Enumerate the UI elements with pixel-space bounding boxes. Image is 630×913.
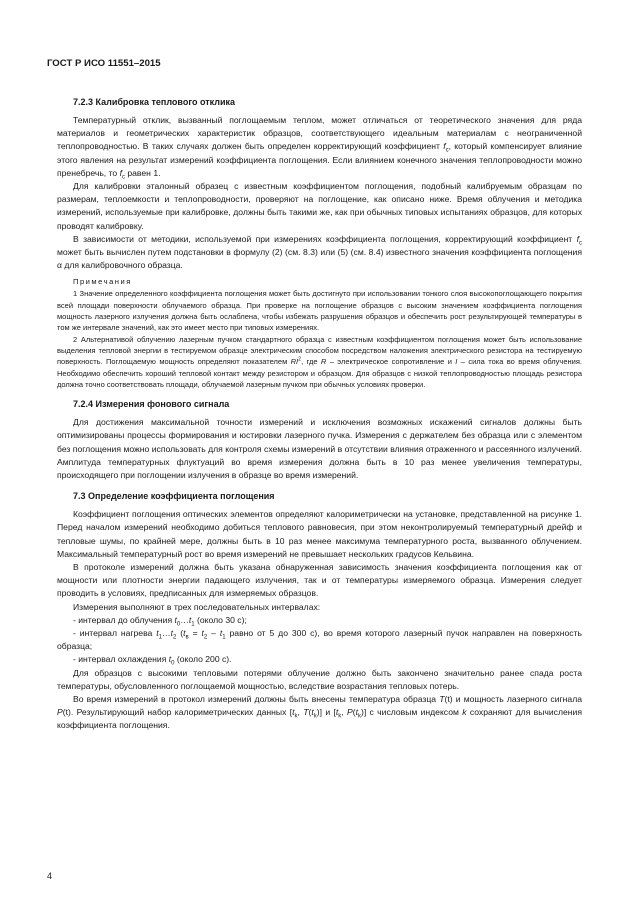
paragraph-absorption-3: Измерения выполняют в трех последовательных интервалах: [73,601,321,612]
note-1: 1 Значение определенного коэффициента поглощения может быть достигнуто при использовании тонкого слоя высокопоглощающего покрытия всей площади поверхности облучаемого образца. При проверке на поглощение образцов с высоким значением коэффициента поглощения мощность лазерного излучения должна быть ослаблена, чтобы избежать разрушения образцов и обеспечить рост результирующей температуры в том же интервале значений, как это имеет место при типовых измерениях. [57,289,582,333]
heading-7-2-3: 7.2.3 Калибровка теплового отклика [73,97,236,107]
standard-header: ГОСТ Р ИСО 11551–2015 [47,58,161,69]
page-number: 4 [47,871,53,881]
note-2: 2 Альтернативой облучению лазерным пучком стандартного образца с известным коэффициентом поглощения может быть использование выделения тепловой энергии в тестируемом образце электрическим способом посредством наложения электрического резистора на тестируемую поверхность. Поглощаемую мощность определяют показателем $RI^2$, где R – электрическое сопротивление и I – сила тока во время облучения. Необходимо обеспечить хороший тепловой контакт между резистором и образцом. Для образцов с низкой теплопроводностью площадь резистора должна точно соответствовать площади, облучаемой лазерным пучком при обычных условиях проверки. [57,334,582,389]
notes-title: Примечания [73,277,132,287]
paragraph-calibration-2: Для калибровки эталонный образец с известным коэффициентом поглощения, подобный калибруемым образцам по размерам, теплоемкости и теплопроводности, проверяют на поглощение, как описано ниже. Время облучения и методика измерений, используемые при калибровке, должны быть такими же, как при обычных типовых испытаниях образцов, для которых проводят калибровку. [57,181,582,231]
paragraph-absorption-5: Во время измерений в протокол измерений должны быть внесены температура образца T(t) и мощность лазерного сигнала P(t). Результирующий набор калориметрических данных [$t_k$, $T(t_k)$] и [$t_k$, $P(t_k)$] с числовым индексом k сохраняют для вычисления коэффициента поглощения. [57,693,582,731]
paragraph-absorption-2: В протоколе измерений должна быть указана обнаруженная зависимость значения коэффициента поглощения как от мощности или плотности энергии падающего излучения, так и от температуры измеряемого образца. Измерения следует проводить в условиях, предписанных для измеряемых образцов. [57,561,582,599]
paragraph-background-1: Для достижения максимальной точности измерений и исключения возможных искажений сигналов должны быть оптимизированы процессы формирования и юстировки лазерного пучка. Измерения с держателем без образца или с элементом без поглощения можно использовать для контроля схемы измерений в отсутствии влияния отраженного и рассеянного излучений. Амплитуда температурных флуктуаций во время измерения должна быть в 10 раз менее увеличения температуры, происходящего при поглощении излучения в образце во время измерений. [57,417,582,480]
list-item-pre-irradiation: - интервал до облучения $t_0\dots t_1$ (около 30 с); [73,614,247,628]
heading-7-3: 7.3 Определение коэффициента поглощения [73,491,275,502]
paragraph-calibration-3: В зависимости от методики, используемой при измерениях коэффициента поглощения, корректирующий коэффициент $f_c$ может быть вычислен путем подстановки в формулу (2) (см. 8.3) или (5) (см. 8.4) известного значения коэффициента поглощения α для калибровочного образца. [57,233,582,271]
paragraph-calibration-1: Температурный отклик, вызванный поглощаемым теплом, может отличаться от теоретического значения для ряда материалов и геометрических характеристик образцов, соответствующего идеальным материалам с неограниченной теплопроводностью. В таких случаях должен быть определен корректирующий коэффициент $f_c$, который компенсирует влияние этого явления на результат измерений коэффициента поглощения. Если влиянием конечного значения теплопроводности можно пренебречь, то $f_c$ равен 1. [57,115,582,181]
list-item-cooling: - интервал охлаждения $t_0$ (около 200 с). [73,654,232,668]
paragraph-absorption-1: Коэффициент поглощения оптических элементов определяют калориметрически на установке, представленной на рисунке 1. Перед началом измерений необходимо добиться теплового равновесия, при этом неконтролируемый температурный дрейф и тепловые шумы, по крайней мере, должны быть в 10 раз менее максимума температурного роста, вызванного облучением. Максимальный температурный рост во время измерений не превышает нескольких градусов Кельвина. [57,509,582,559]
heading-7-2-4: 7.2.4 Измерения фонового сигнала [73,399,230,410]
list-item-heating: - интервал нагрева $t_1\dots t_2$ ($t_в = t_2 - t_1$ равно от 5 до 300 с), во время которого лазерный пучок направлен на поверхность образца; [57,627,583,652]
page-content [57,96,582,733]
paragraph-absorption-4: Для образцов с высокими тепловыми потерями облучение должно быть закончено значительно ранее спада роста температуры, обусловленного поглощаемой мощностью, вследствие возрастания тепловых потерь. [57,667,582,691]
